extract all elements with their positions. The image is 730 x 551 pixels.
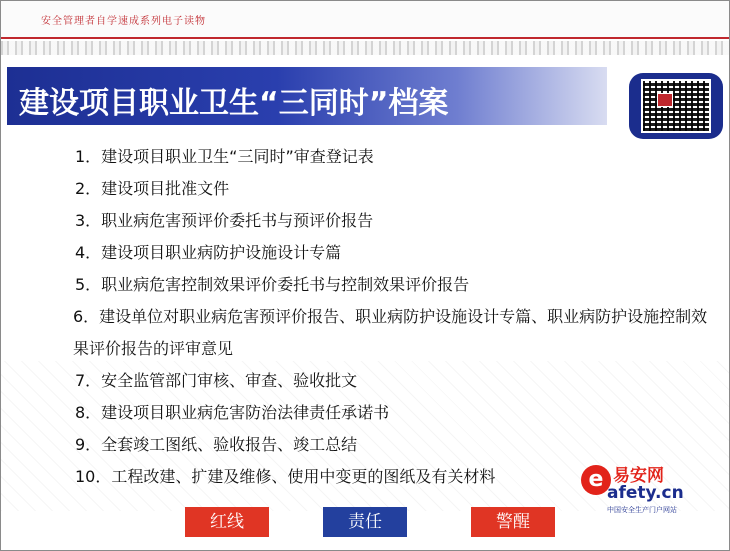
list-item: 4．建设项目职业病防护设施设计专篇 <box>75 243 342 262</box>
logo-subtitle: 中国安全生产门户网站 <box>607 506 677 514</box>
qr-center-mark <box>657 93 673 107</box>
tag-responsibility: 责任 <box>323 507 407 537</box>
list-item: 10．工程改建、扩建及维修、使用中变更的图纸及有关材料 <box>75 467 496 486</box>
list-item: 5．职业病危害控制效果评价委托书与控制效果评价报告 <box>75 275 470 294</box>
logo-e-mark: e <box>581 465 611 495</box>
yianwang-logo-icon <box>581 461 701 521</box>
decorative-border <box>1 41 729 55</box>
list-item: 2．建设项目批准文件 <box>75 179 230 198</box>
tag-red-line: 红线 <box>185 507 269 537</box>
tag-alert: 警醒 <box>471 507 555 537</box>
logo-en-text: afety.cn <box>607 483 684 503</box>
series-title: 安全管理者自学速成系列电子读物 <box>41 16 206 27</box>
page-title: 建设项目职业卫生“三同时”档案 <box>19 86 449 121</box>
list-item: 6．建设单位对职业病危害预评价报告、职业病防护设施设计专篇、职业病防护设施控制效果评价报告的评审意见 <box>73 307 708 358</box>
qr-code-icon <box>629 73 723 139</box>
header-divider <box>1 37 729 39</box>
header-bar <box>1 1 729 37</box>
list-item: 1．建设项目职业卫生“三同时”审查登记表 <box>75 147 374 166</box>
title-bar <box>7 67 607 125</box>
logo-cn-text: 易安网 <box>613 466 664 486</box>
list-item: 7．安全监管部门审核、审查、验收批文 <box>75 371 358 390</box>
list-item: 9．全套竣工图纸、验收报告、竣工总结 <box>75 435 358 454</box>
archive-list <box>75 141 720 493</box>
list-item: 3．职业病危害预评价委托书与预评价报告 <box>75 211 374 230</box>
list-item: 8．建设项目职业病危害防治法律责任承诺书 <box>75 403 390 422</box>
qr-pattern <box>641 79 711 133</box>
